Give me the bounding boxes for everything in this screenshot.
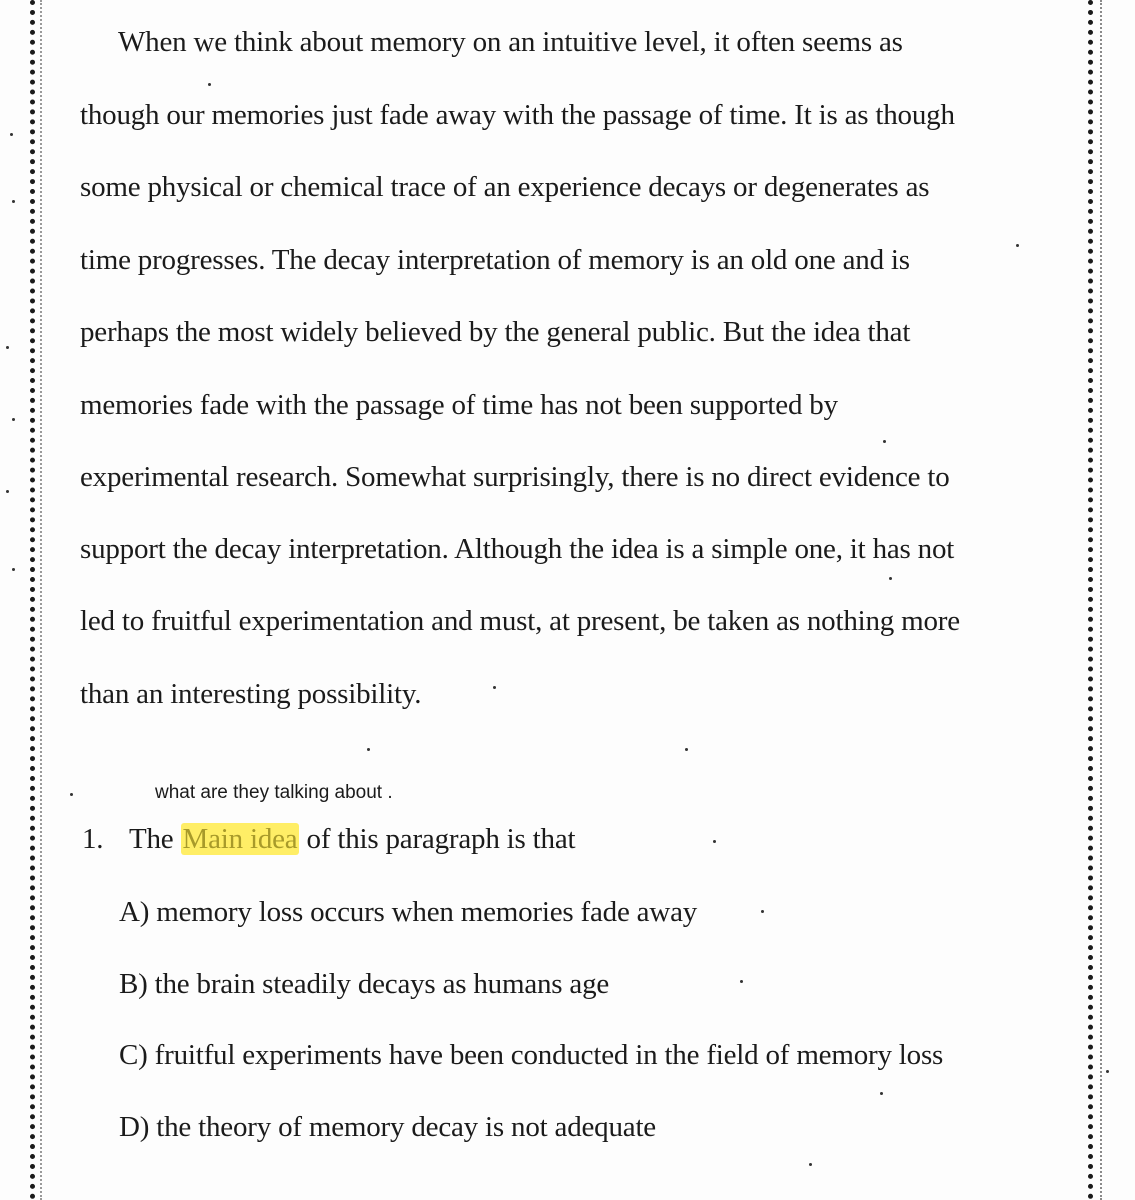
scan-speck xyxy=(10,133,13,136)
scan-speck xyxy=(6,346,9,349)
left-perforation-shadow xyxy=(40,0,42,1200)
scan-speck xyxy=(12,418,15,421)
scan-speck xyxy=(6,490,9,493)
scan-speck xyxy=(713,840,716,843)
paragraph-line: some physical or chemical trace of an experience decays or degenerates as xyxy=(80,171,930,203)
paragraph-line: time progresses. The decay interpretation of memory is an old one and is xyxy=(80,244,910,276)
left-perforation-border xyxy=(30,0,35,1200)
scan-speck xyxy=(809,1163,812,1166)
scan-speck xyxy=(12,200,15,203)
option-a: A) memory loss occurs when memories fade away xyxy=(119,896,698,928)
paragraph-line: led to fruitful experimentation and must, at present, be taken as nothing more xyxy=(80,605,960,637)
scan-speck xyxy=(740,980,743,983)
paragraph-line: though our memories just fade away with the passage of time. It is as though xyxy=(80,99,955,131)
scan-speck xyxy=(1106,1070,1109,1073)
paragraph-line: When we think about memory on an intuitive level, it often seems as xyxy=(118,26,903,58)
right-perforation-border xyxy=(1088,0,1093,1200)
scan-speck xyxy=(208,83,211,86)
scan-speck xyxy=(70,793,73,796)
question-number: 1. xyxy=(82,823,104,855)
scan-speck xyxy=(685,748,688,751)
option-b: B) the brain steadily decays as humans age xyxy=(119,968,610,1000)
scan-speck xyxy=(493,686,496,689)
question-suffix: of this paragraph is that xyxy=(306,823,576,855)
scan-speck xyxy=(1016,244,1019,247)
scan-speck xyxy=(883,440,886,443)
scan-speck xyxy=(761,910,764,913)
option-d: D) the theory of memory decay is not adequate xyxy=(119,1111,656,1143)
paragraph-line: than an interesting possibility. xyxy=(80,678,422,710)
option-c: C) fruitful experiments have been conducted in the field of memory loss xyxy=(119,1039,944,1071)
question-stem xyxy=(82,823,575,856)
paragraph-line: support the decay interpretation. Although the idea is a simple one, it has not xyxy=(80,533,955,565)
scan-speck xyxy=(367,748,370,751)
paragraph-line: memories fade with the passage of time has not been supported by xyxy=(80,389,838,421)
annotation-note: what are they talking about . xyxy=(155,782,393,803)
paragraph-line: perhaps the most widely believed by the general public. But the idea that xyxy=(80,316,911,348)
right-perforation-shadow xyxy=(1100,0,1102,1200)
main-idea-highlight: Main idea xyxy=(182,823,298,855)
scan-speck xyxy=(880,1092,883,1095)
question-prefix: The xyxy=(128,823,174,855)
scan-speck xyxy=(12,568,15,571)
paragraph-line: experimental research. Somewhat surprisingly, there is no direct evidence to xyxy=(80,461,950,493)
scan-speck xyxy=(889,577,892,580)
